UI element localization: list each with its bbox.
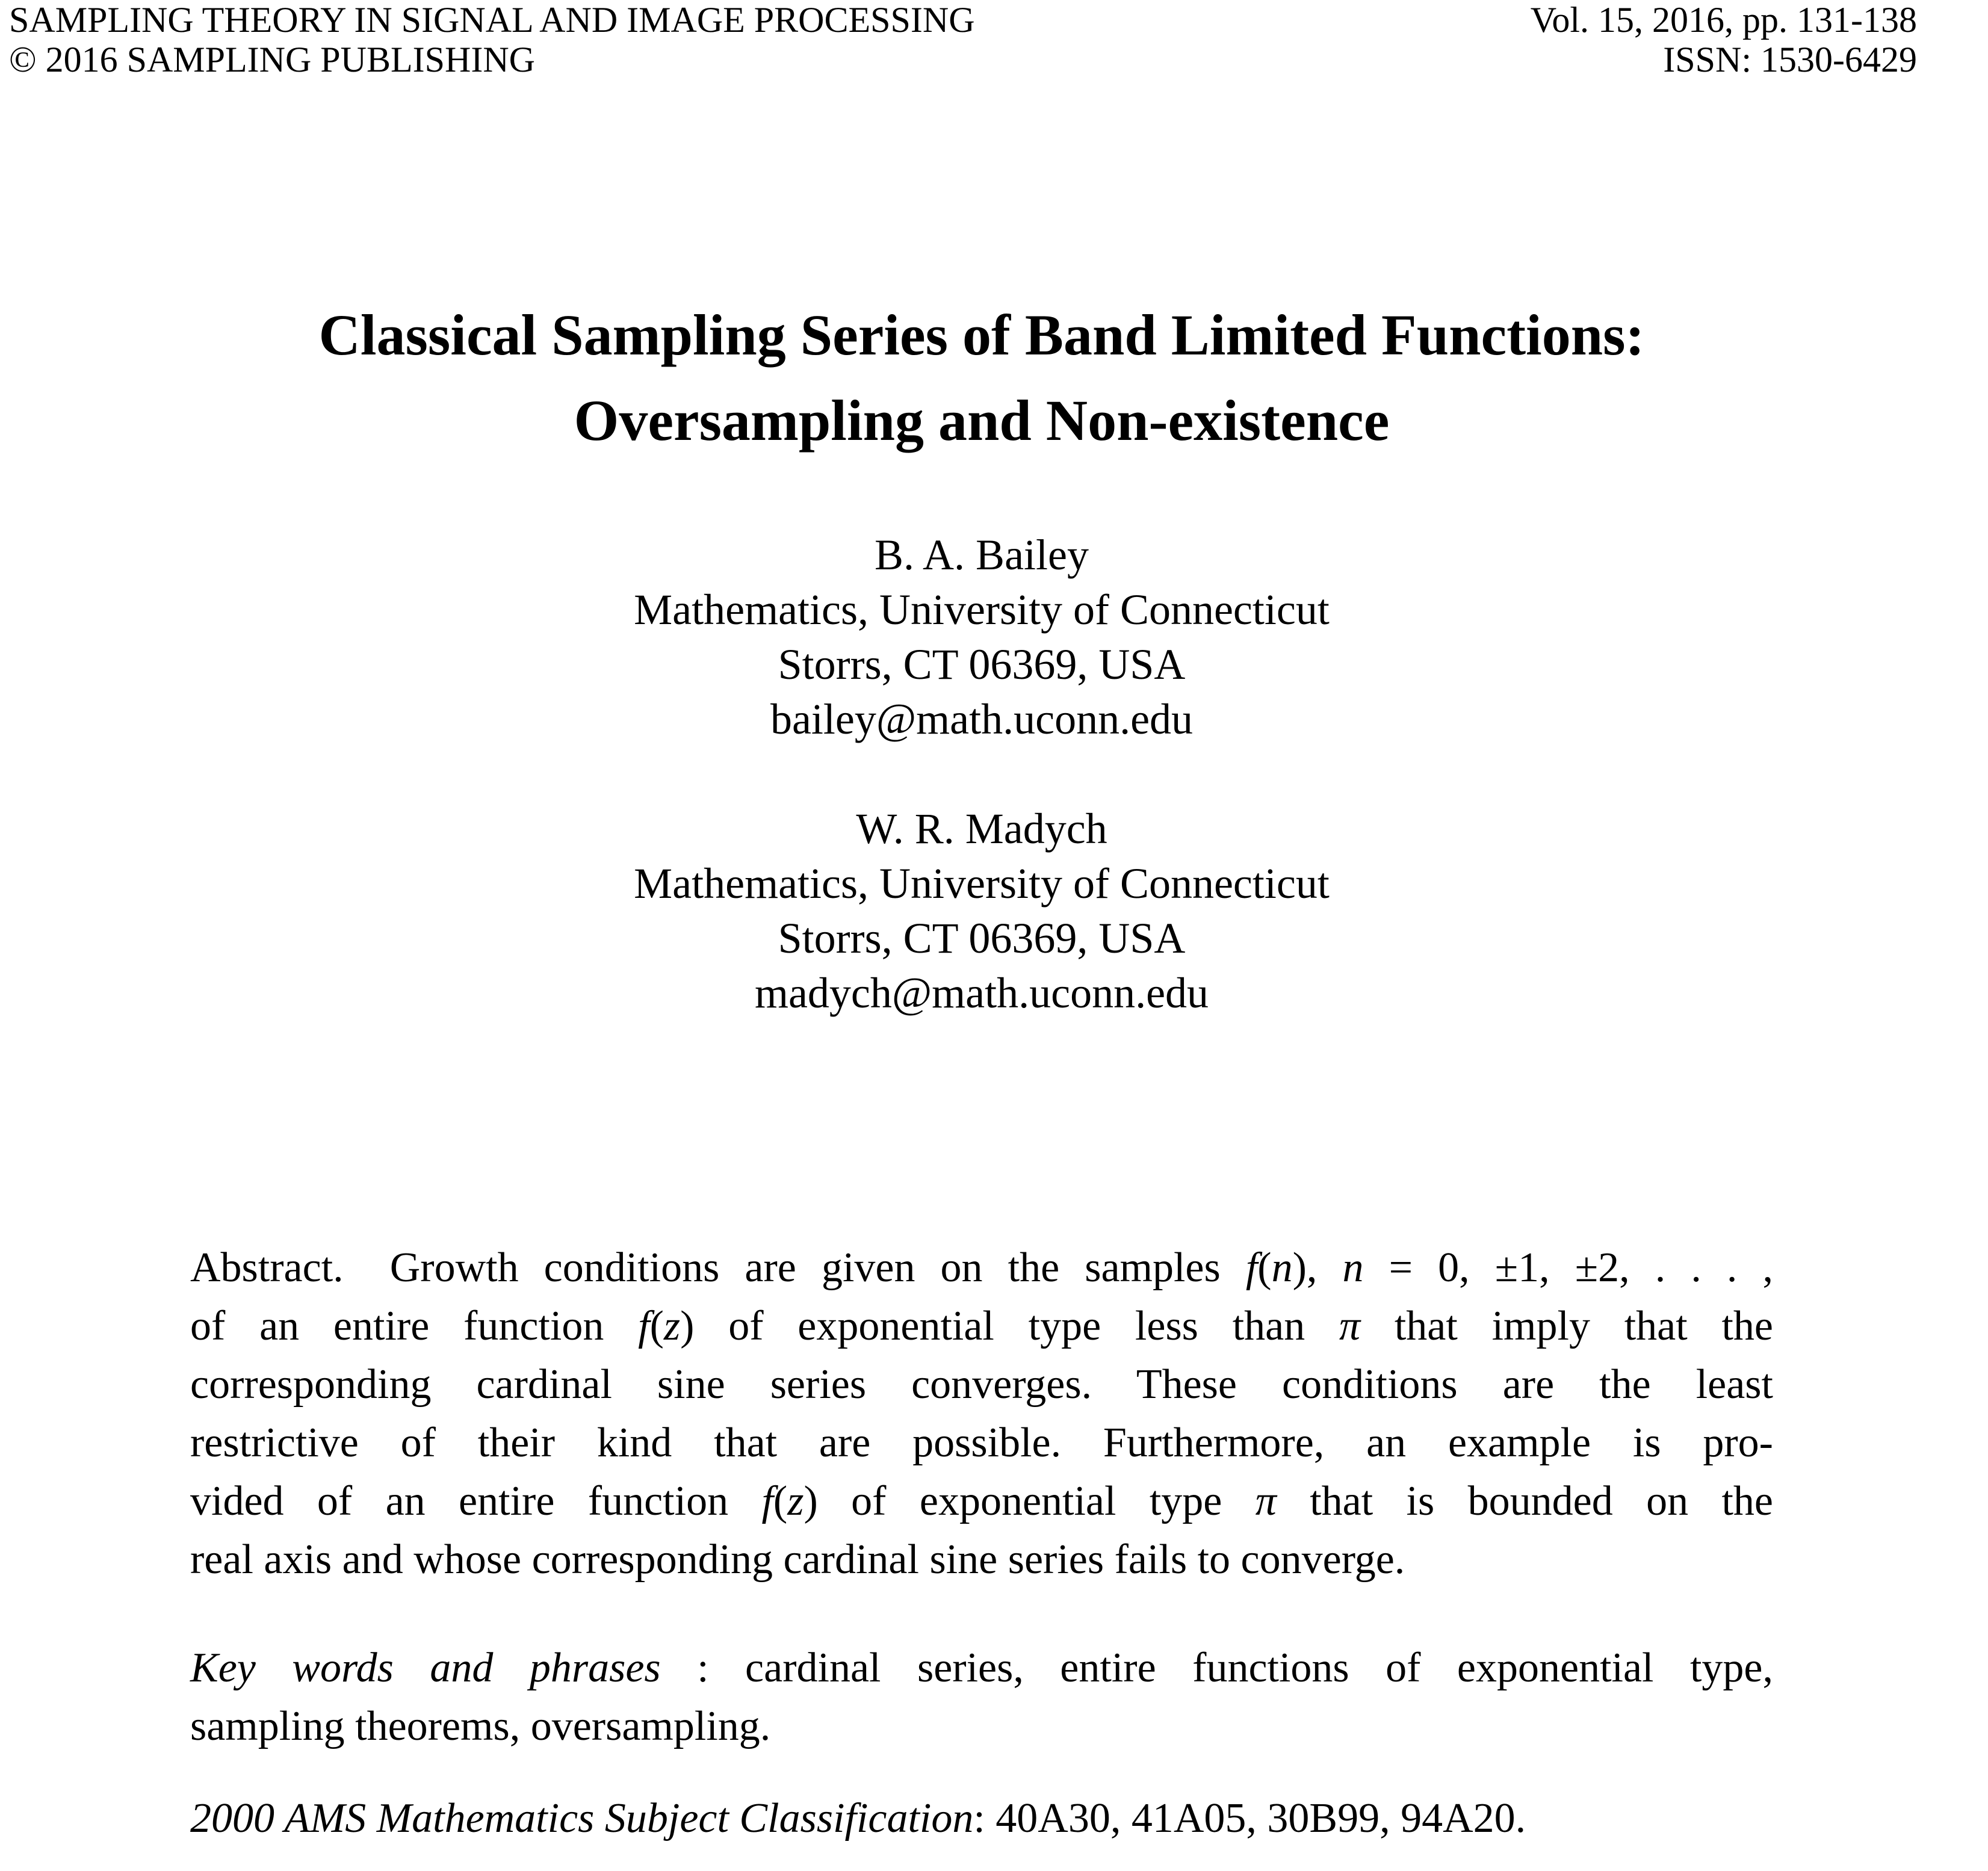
volume-info: Vol. 15, 2016, pp. 131-138 [1530, 0, 1917, 40]
title-line-2: Oversampling and Non-existence [574, 388, 1390, 453]
author-email: madych@math.uconn.edu [754, 969, 1209, 1017]
abstract-line-1: Abstract. Growth conditions are given on the samples f(n), n = 0, ±1, ±2, . . . , [190, 1245, 1773, 1291]
ams-classification: 2000 AMS Mathematics Subject Classification: 40A30, 41A05, 30B99, 94A20. [190, 1795, 1526, 1842]
copyright-notice: © 2016 SAMPLING PUBLISHING [9, 40, 535, 79]
author-name: W. R. Madych [856, 805, 1107, 853]
author-affiliation: Mathematics, University of Connecticut [634, 586, 1330, 634]
author-email: bailey@math.uconn.edu [770, 695, 1194, 743]
author-address: Storrs, CT 06369, USA [778, 640, 1186, 688]
header-row-1 [9, 0, 1917, 40]
keywords-line-1: Key words and phrases : cardinal series, entire functions of exponential type, [190, 1645, 1773, 1691]
author-address: Storrs, CT 06369, USA [778, 914, 1186, 962]
abstract-line-6: real axis and whose corresponding cardinal sine series fails to converge. [190, 1536, 1405, 1583]
abstract [190, 1239, 1773, 1589]
abstract-line-5: vided of an entire function f(z) of exponential type π that is bounded on the [190, 1478, 1773, 1524]
header-row-2 [9, 40, 1917, 79]
paper-title [190, 292, 1773, 463]
author-name: B. A. Bailey [875, 531, 1089, 579]
abstract-line-2: of an entire function f(z) of exponential type less than π that imply that the [190, 1303, 1773, 1349]
keywords-line-2: sampling theorems, oversampling. [190, 1703, 771, 1749]
author-block-2 [190, 802, 1773, 1021]
journal-header [9, 0, 1917, 79]
keywords [190, 1639, 1773, 1755]
author-affiliation: Mathematics, University of Connecticut [634, 859, 1330, 908]
journal-name: SAMPLING THEORY IN SIGNAL AND IMAGE PROCESSING [9, 0, 975, 40]
abstract-line-3: corresponding cardinal sine series converges. These conditions are the least [190, 1361, 1773, 1408]
issn: ISSN: 1530-6429 [1663, 40, 1917, 79]
title-line-1: Classical Sampling Series of Band Limited Functions: [318, 303, 1645, 367]
abstract-line-4: restrictive of their kind that are possible. Furthermore, an example is pro- [190, 1420, 1773, 1466]
author-block-1 [190, 528, 1773, 747]
